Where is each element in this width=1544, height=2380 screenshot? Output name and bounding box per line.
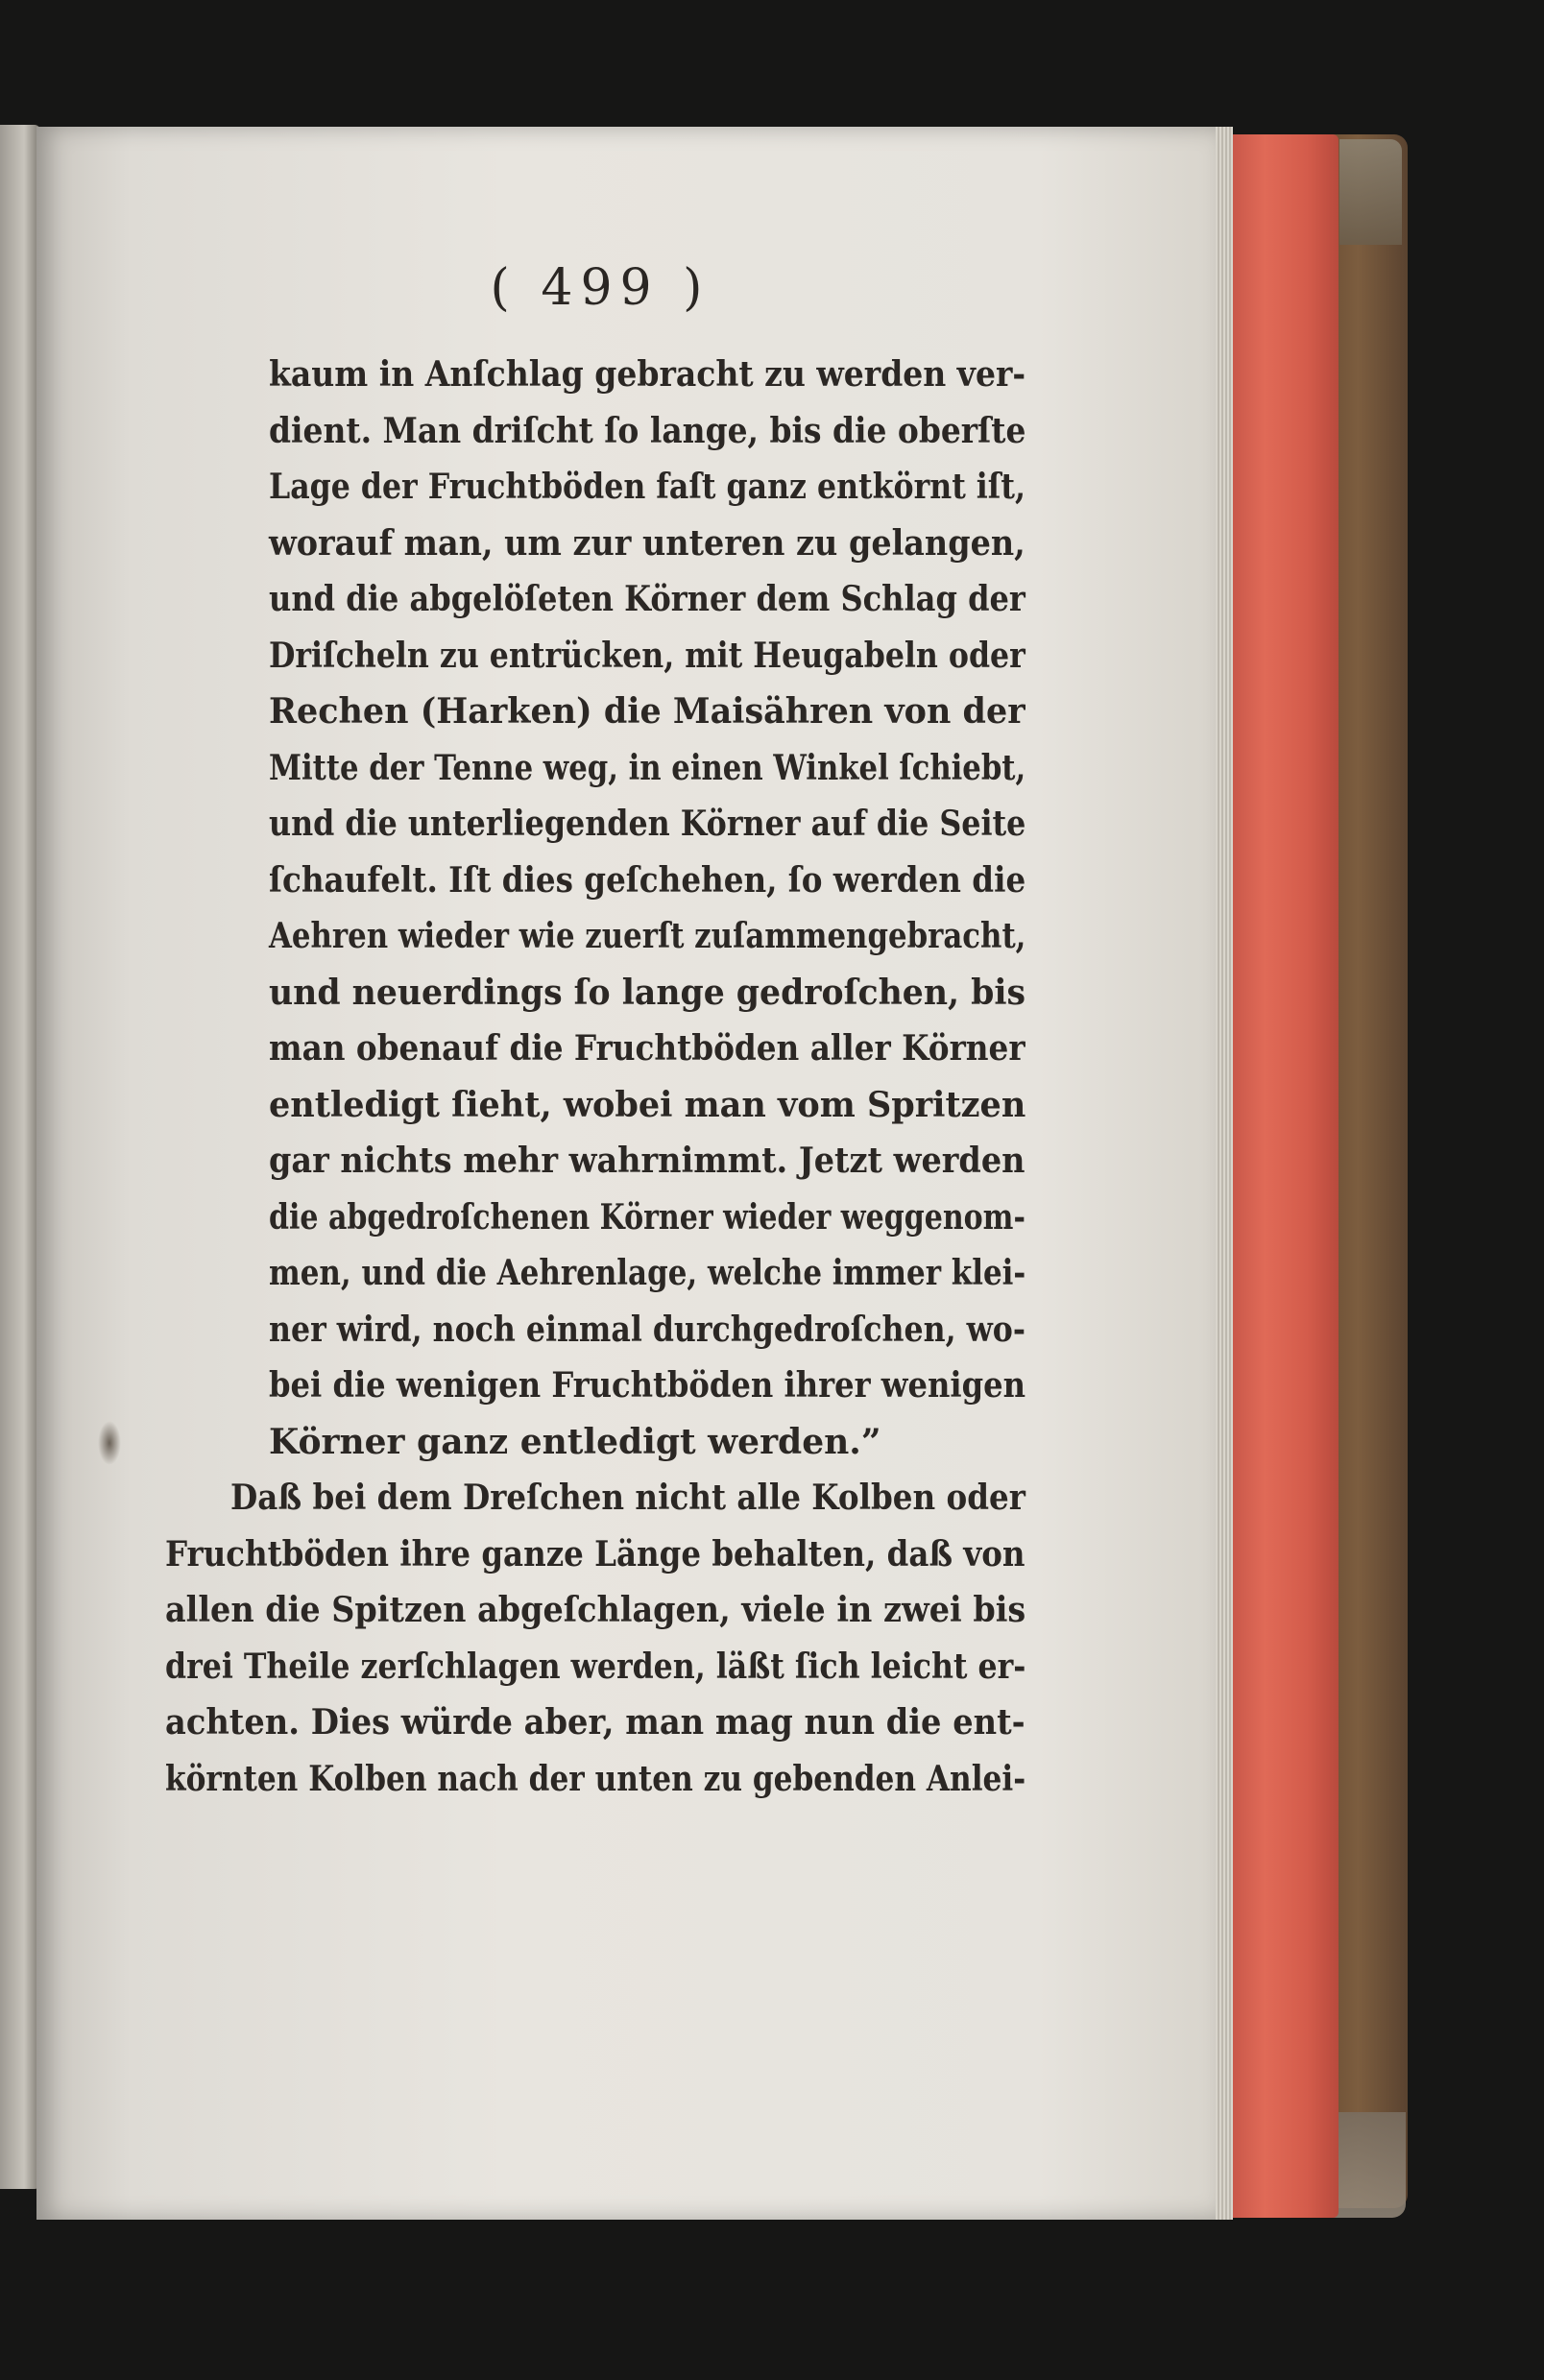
text-line: die abgedroſchenen Körner wieder weggenom- (269, 1196, 1025, 1238)
text-line: Daß bei dem Dreſchen nicht alle Kolben oder (230, 1478, 1025, 1518)
text-line: achten. Dies würde aber, man mag nun die ent- (165, 1702, 1025, 1743)
text-line: Lage der Fruchtböden faſt ganz entkörnt iſt, (269, 467, 1025, 507)
text-line: Aehren wieder wie zuerſt zuſammengebracht, (269, 916, 1026, 956)
text-line: Driſcheln zu entrücken, mit Heugabeln oder (269, 635, 1025, 676)
text-line: worauf man, um zur unteren zu gelangen, (269, 522, 1025, 564)
text-line: ſchaufelt. Iſt dies geſchehen, ſo werden die (269, 859, 1026, 901)
ink-smudge (98, 1421, 121, 1465)
text-line: gar nichts mehr wahrnimmt. Jetzt werden (269, 1141, 1025, 1181)
text-line: körnten Kolben nach der unten zu gebenden Anlei- (165, 1758, 1026, 1799)
text-line: men, und die Aehrenlage, welche immer klei- (269, 1253, 1026, 1293)
text-line: allen die Spitzen abgeſchlagen, viele in zwei bis (165, 1590, 1026, 1630)
text-line: Fruchtböden ihre ganze Länge behalten, daß von (165, 1533, 1025, 1575)
text-line: und neuerdings ſo lange gedroſchen, bis (269, 972, 1026, 1013)
red-page-edges (1233, 134, 1339, 2218)
cover-worn-corner-top (1339, 139, 1402, 245)
text-line: bei die wenigen Fruchtböden ihrer wenigen (269, 1365, 1026, 1406)
text-line: kaum in Anſchlag gebracht zu werden ver- (269, 354, 1026, 395)
page-number: ( 499 ) (490, 259, 711, 317)
left-page-edge (0, 125, 40, 2189)
text-line: und die abgelöſeten Körner dem Schlag der (269, 579, 1025, 619)
text-line: ner wird, noch einmal durchgedroſchen, wo- (269, 1309, 1025, 1350)
text-line: und die unterliegenden Körner auf die Seite (269, 804, 1026, 844)
text-line: Mitte der Tenne weg, in einen Winkel ſchiebt, (269, 747, 1026, 788)
text-line: Körner ganz entledigt werden.” (269, 1421, 881, 1462)
text-line: entledigt ſieht, wobei man vom Spritzen (269, 1084, 1026, 1125)
text-line: man obenauf die Fruchtböden aller Körner (269, 1028, 1025, 1069)
text-line: Rechen (Harken) die Maisähren von der (269, 691, 1025, 732)
text-line: drei Theile zerſchlagen werden, läßt ſich leicht er- (165, 1646, 1026, 1687)
text-line: dient. Man driſcht ſo lange, bis die oberſte (269, 410, 1026, 451)
